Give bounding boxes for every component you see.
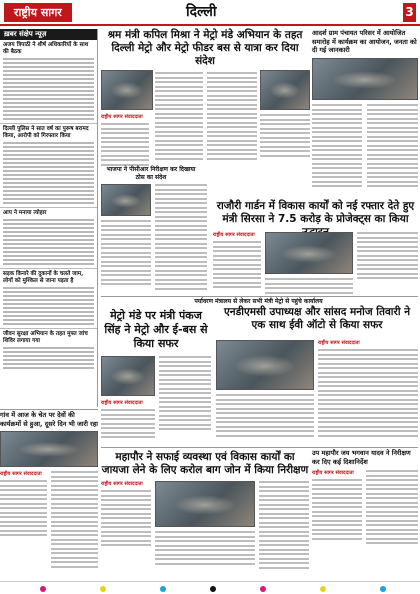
print-color-strip bbox=[0, 581, 420, 594]
news-brief bbox=[0, 269, 97, 329]
metro-body-col4 bbox=[260, 114, 310, 159]
deputy-mayor-byline: राष्ट्रीय सागर संवाददाता bbox=[312, 470, 354, 476]
garden-headline: राजौरी गार्डन में विकास कार्यों को नई रफ्तार देते हुए मंत्री सिरसा ने 7.5 करोड़ के प्रोजेक्ट्स का किया bbox=[216, 200, 415, 225]
bjp-inspection-body bbox=[101, 220, 151, 288]
mahapaur-body-3 bbox=[259, 481, 309, 571]
manoj-body-2 bbox=[216, 394, 314, 439]
news-brief-panel bbox=[0, 29, 98, 407]
garden-photo bbox=[265, 232, 353, 274]
manoj-byline: राष्ट्रीय सागर संवाददाता bbox=[318, 340, 360, 346]
registration-mark bbox=[40, 586, 46, 592]
deputy-mayor-headline: उप महापौर जय भगवान यादव ने निरीक्षण कर दिए कई दिशानिर्देश bbox=[312, 449, 411, 466]
chhath-byline: राष्ट्रीय सागर संवाददाता bbox=[0, 471, 42, 477]
garden-body bbox=[213, 232, 261, 291]
bjp-inspection-headline: भाजपा ने पीसीआर निरीक्षण कर दिखाया ठोस का संदेश bbox=[106, 166, 196, 181]
brief-headline: अजय त्रिपाठी ने शीर्ष अधिकारियों के साथ की बैठक bbox=[3, 42, 89, 55]
garden-byline: राष्ट्रीय सागर संवाददाता bbox=[213, 232, 255, 238]
brief-headline: जीवन सुरक्षा अभियान के तहत मुफ्त जांच शिविर लगाया गया bbox=[3, 331, 88, 344]
chhath-photo bbox=[0, 431, 98, 467]
brief-body bbox=[3, 347, 94, 369]
news-brief bbox=[0, 329, 97, 372]
page-number: 3 bbox=[403, 3, 416, 22]
metro-body-col3 bbox=[207, 72, 257, 162]
mahapaur-body bbox=[101, 481, 151, 549]
chhath-body bbox=[0, 471, 47, 539]
metro-body-col2 bbox=[155, 72, 203, 162]
brief-body bbox=[3, 142, 94, 204]
brief-headline: सड़क किनारे की दुकानों के चलते जाम, लोगों को मुश्किल से जाना पड़ता है bbox=[3, 271, 84, 284]
mahapaur-byline: राष्ट्रीय सागर संवाददाता bbox=[101, 481, 143, 487]
metro-byline: राष्ट्रीय सागर संवाददाता bbox=[101, 114, 143, 120]
metro-photo-2 bbox=[260, 70, 310, 110]
manoj-body bbox=[318, 340, 418, 439]
brief-body bbox=[3, 219, 94, 265]
registration-mark bbox=[380, 586, 386, 592]
chhath-body-2 bbox=[51, 471, 98, 570]
registration-mark bbox=[320, 586, 326, 592]
masthead bbox=[0, 0, 420, 26]
right-top-body-2 bbox=[367, 104, 418, 190]
pankaj-photo bbox=[101, 356, 155, 396]
right-top-headline: आदर्श ग्राम पंचायत परिसर में आयोजित समारोह में कार्यक्रम का आयोजन, जनता को दी गई जानकारी bbox=[312, 29, 417, 54]
manoj-headline: एनडीएमसी उपाध्यक्ष और सांसद मनोज तिवारी ने एक साथ ईवी ऑटो से किया सफर bbox=[223, 306, 411, 331]
brand-logo: राष्ट्रीय सागर bbox=[4, 3, 72, 22]
pankaj-headline: मेट्रो मंडे पर मंत्री पंकज सिंह ने मेट्रो और ई-बस से किया सफर bbox=[104, 309, 208, 350]
mahapaur-body-2 bbox=[155, 531, 255, 567]
metro-photo bbox=[101, 70, 153, 110]
brief-headline: आप ने मनाया त्योहार bbox=[3, 210, 47, 216]
ministry-banner: पर्यावरण मंत्रालय से लेकर सभी मंत्री मेट्रो से पहुंचे कार्यालय bbox=[194, 298, 323, 305]
brief-body bbox=[3, 287, 94, 325]
news-brief bbox=[0, 40, 97, 124]
city-title: दिल्ली bbox=[186, 4, 217, 20]
registration-mark bbox=[210, 586, 216, 592]
news-brief bbox=[0, 124, 97, 208]
registration-mark bbox=[160, 586, 166, 592]
right-top-photo bbox=[312, 58, 418, 100]
metro-body-col1 bbox=[101, 114, 149, 168]
chhath-headline: गांव में आज के चेत पर देवों की कार्यक्रमों से हुआ, दूसरे दिन भी जारी रहा bbox=[0, 411, 98, 428]
registration-mark bbox=[260, 586, 266, 592]
brief-headline: दिल्ली पुलिस ने सात वर्ष का पुरूष बरामद किया, आरोपी को गिरफ्तार किया bbox=[3, 126, 89, 139]
pankaj-byline: राष्ट्रीय सागर संवाददाता bbox=[101, 400, 143, 406]
section-rule bbox=[0, 409, 98, 410]
metro-headline: श्रम मंत्री कपिल मिश्रा ने मेट्रो मंडे अभियान के तहत दिल्ली मेट्रो और मेट्रो फीडर बस से यात्रा कर दिया संदेश bbox=[107, 29, 303, 67]
registration-mark bbox=[100, 586, 106, 592]
garden-body-2 bbox=[357, 232, 418, 282]
news-panel-title: ख़बर संक्षेप न्यूज़ bbox=[0, 29, 97, 40]
bjp-inspection-photo bbox=[101, 184, 151, 216]
pankaj-body-2 bbox=[159, 356, 211, 433]
deputy-mayor-body-2 bbox=[366, 470, 418, 547]
garden-body-3 bbox=[265, 278, 353, 296]
bjp-inspection-body-2 bbox=[155, 184, 207, 292]
brief-body bbox=[3, 58, 94, 120]
right-top-body bbox=[312, 104, 362, 190]
section-rule bbox=[101, 447, 418, 448]
mahapaur-photo bbox=[155, 481, 255, 527]
mahapaur-headline: महापौर ने सफाई व्यवस्था एवं विकास कार्यों का जायजा लेने के लिए करोल बाग जोन में किया निरीक्षण bbox=[101, 451, 309, 476]
manoj-photo bbox=[216, 340, 314, 390]
deputy-mayor-body bbox=[312, 470, 362, 542]
pankaj-body bbox=[101, 400, 155, 441]
section-rule bbox=[101, 296, 418, 297]
news-brief bbox=[0, 208, 97, 269]
